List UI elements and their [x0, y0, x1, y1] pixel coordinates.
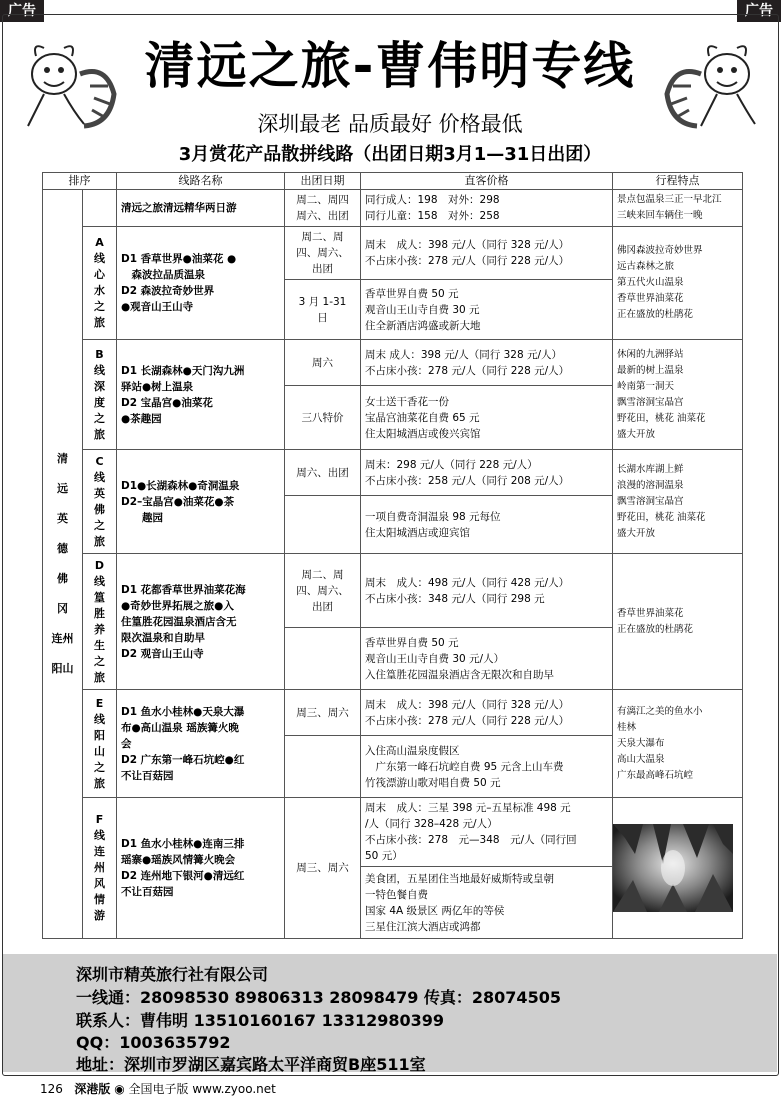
depart-date-a1: 周二、周 四、周六、 出团 — [285, 227, 361, 280]
depart-date-b1: 周六 — [285, 340, 361, 386]
feature-e: 有漓江之美的鱼水小 桂林 天泉大瀑布 高山大温泉 广东最高峰石坑崆 — [613, 690, 743, 798]
table-row-b1 — [43, 340, 743, 386]
feature-cell: 景点包温泉三正一早北江 三峡来回车辆住一晚 — [613, 190, 743, 227]
logo-icon: ◉ — [114, 1082, 125, 1096]
page-number: 126 — [40, 1082, 63, 1096]
feature-a: 佛冈森波拉奇妙世界 远古森林之旅 第五代火山温泉 香草世界油菜花 正在盛放的杜鹃花 — [613, 227, 743, 340]
hotline: 一线通：28098530 89806313 28098479 传真：28074505 — [76, 988, 561, 1007]
mascot-left-illustration — [14, 34, 126, 134]
price-a1: 周末 成人：398 元/人（同行 328 元/人） 不占床小孩：278 元/人（同行 228 元/人） — [361, 227, 613, 280]
header-price: 直客价格 — [361, 173, 613, 190]
table-row-c1 — [43, 450, 743, 496]
table-row-e1 — [43, 690, 743, 736]
depart-date-f: 周三、周六 — [285, 798, 361, 939]
qq-number: QQ：1003635792 — [76, 1033, 231, 1052]
depart-date-b2: 三八特价 — [285, 386, 361, 450]
route-name-e: D1 鱼水小桂林●天泉大瀑 布●高山温泉 瑶族篝火晚 会 D2 广东第一峰石坑崆●红 不让百菇园 — [117, 690, 285, 798]
price-e1: 周末 成人：398 元/人（同行 328 元/人） 不占床小孩：278 元/人（同行 228 元/人） — [361, 690, 613, 736]
table-row-d1 — [43, 554, 743, 628]
contact-person: 联系人：曹伟明 13510160167 13312980399 — [76, 1011, 445, 1030]
route-table — [42, 172, 743, 939]
depart-date-d2 — [285, 628, 361, 690]
page-footer — [40, 1080, 276, 1097]
mascot-right-illustration — [655, 34, 767, 134]
feature-d: 香草世界油菜花 正在盛放的杜鹃花 — [613, 554, 743, 690]
route-name-c: D1●长湖森林●奇洞温泉 D2–宝晶宫●油菜花●茶 趣园 — [117, 450, 285, 554]
route-code-b: B 线 深 度 之 旅 — [83, 340, 117, 450]
route-code-a: A 线 心 水 之 旅 — [83, 227, 117, 340]
price-f1: 周末 成人：三星 398 元–五星标准 498 元 /人（同行 328–428 元/人） 不占床小孩：278 元—348 元/人（同行回 50 元） — [361, 798, 613, 867]
header-route-name: 线路名称 — [117, 173, 285, 190]
price-a2: 香草世界自费 50 元 观音山王山寺自费 30 元 住全新酒店鸿盛或新大地 — [361, 280, 613, 340]
depart-date-c1: 周六、出团 — [285, 450, 361, 496]
code-cell-empty — [83, 190, 117, 227]
cave-photo — [613, 824, 733, 912]
edition-label: 深港版 — [74, 1082, 111, 1096]
depart-date: 周二、周四 周六、出团 — [285, 190, 361, 227]
route-name: 清远之旅清远精华两日游 — [117, 190, 285, 227]
header-date: 出团日期 — [285, 173, 361, 190]
table-row-a1 — [43, 227, 743, 280]
slogan: 深圳最老 品质最好 价格最低 — [257, 112, 523, 136]
cave-photo-cell — [613, 798, 743, 939]
depart-date-e1: 周三、周六 — [285, 690, 361, 736]
ad-label-right: 广告 — [737, 0, 781, 22]
feature-c: 长湖水库湖上鲜 浪漫的溶洞温泉 飘雪溶洞宝晶宫 野花田，桃花 油菜花 盛大开放 — [613, 450, 743, 554]
address: 地址：深圳市罗湖区嘉宾路太平洋商贸B座511室 — [76, 1055, 426, 1074]
table-row-f1 — [43, 798, 743, 867]
price-f2: 美食团，五星团住当地最好威斯特或皇朝 一特色餐自费 国家 4A 级景区 两亿年的等侯 三星住江滨大酒店或鸿都 — [361, 867, 613, 939]
header-features: 行程特点 — [613, 173, 743, 190]
route-name-d: D1 花都香草世界油菜花海 ●奇妙世界拓展之旅●入 住篁胜花园温泉酒店含无 限次温泉和自助早 D2 观音山王山寺 — [117, 554, 285, 690]
route-name-f: D1 鱼水小桂林●连南三排 瑶寨●瑶族风情篝火晚会 D2 连州地下银河●清远红 不让百菇园 — [117, 798, 285, 939]
depart-date-a2: 3 月 1-31 日 — [285, 280, 361, 340]
table-header-row — [43, 173, 743, 190]
route-name-b: D1 长湖森林●天门沟九洲 驿站●树上温泉 D2 宝晶宫●油菜花 ●茶趣园 — [117, 340, 285, 450]
header-rank: 排序 — [43, 173, 117, 190]
company-name: 深圳市精英旅行社有限公司 — [76, 965, 269, 984]
price-cell: 同行成人：198 对外：298 同行儿童：158 对外：258 — [361, 190, 613, 227]
route-code-e: E 线 阳 山 之 旅 — [83, 690, 117, 798]
price-b1: 周末 成人：398 元/人（同行 328 元/人） 不占床小孩：278 元/人（同行 228 元/人） — [361, 340, 613, 386]
route-code-c: C 线 英 佛 之 旅 — [83, 450, 117, 554]
depart-date-c2 — [285, 496, 361, 554]
price-d1: 周末 成人：498 元/人（同行 428 元/人） 不占床小孩：348 元/人（同行 298 元 — [361, 554, 613, 628]
page-title: 清远之旅-曹伟明专线 — [144, 37, 636, 95]
table-row-basic — [43, 190, 743, 227]
price-d2: 香草世界自费 50 元 观音山王山寺自费 30 元/人） 入住篁胜花园温泉酒店含无限次和自助早 — [361, 628, 613, 690]
contact-footer — [3, 954, 777, 1072]
price-c2: 一项自费奇洞温泉 98 元每位 住太阳城酒店或迎宾馆 — [361, 496, 613, 554]
route-code-d: D 线 篁 胜 养 生 之 旅 — [83, 554, 117, 690]
site-label: 全国电子版 www.zyoo.net — [128, 1082, 276, 1096]
depart-date-d1: 周二、周 四、周六、 出团 — [285, 554, 361, 628]
region-cell: 清 远 英 德 佛 冈 连州 阳山 — [43, 190, 83, 939]
ad-label-left: 广告 — [0, 0, 44, 22]
feature-b: 休闲的九洲驿站 最新的树上温泉 岭南第一洞天 飘雪溶洞宝晶宫 野花田，桃花 油菜花 盛大开放 — [613, 340, 743, 450]
price-e2: 入住高山温泉度假区 广东第一峰石坑崆自费 95 元含上山车费 竹筏漂游山歌对唱自费 50 元 — [361, 736, 613, 798]
depart-date-e2 — [285, 736, 361, 798]
route-name-a: D1 香草世界●油菜花 ● 森波拉品质温泉 D2 森波拉奇妙世界 ●观音山王山寺 — [117, 227, 285, 340]
price-b2: 女士送干香花一份 宝晶宫油菜花自费 65 元 住太阳城酒店或俊兴宾馆 — [361, 386, 613, 450]
schedule-headline: 3月赏花产品散拼线路（出团日期3月1—31日出团） — [178, 144, 602, 165]
route-code-f: F 线 连 州 风 情 游 — [83, 798, 117, 939]
price-c1: 周末：298 元/人（同行 228 元/人） 不占床小孩：258 元/人（同行 208 元/人） — [361, 450, 613, 496]
